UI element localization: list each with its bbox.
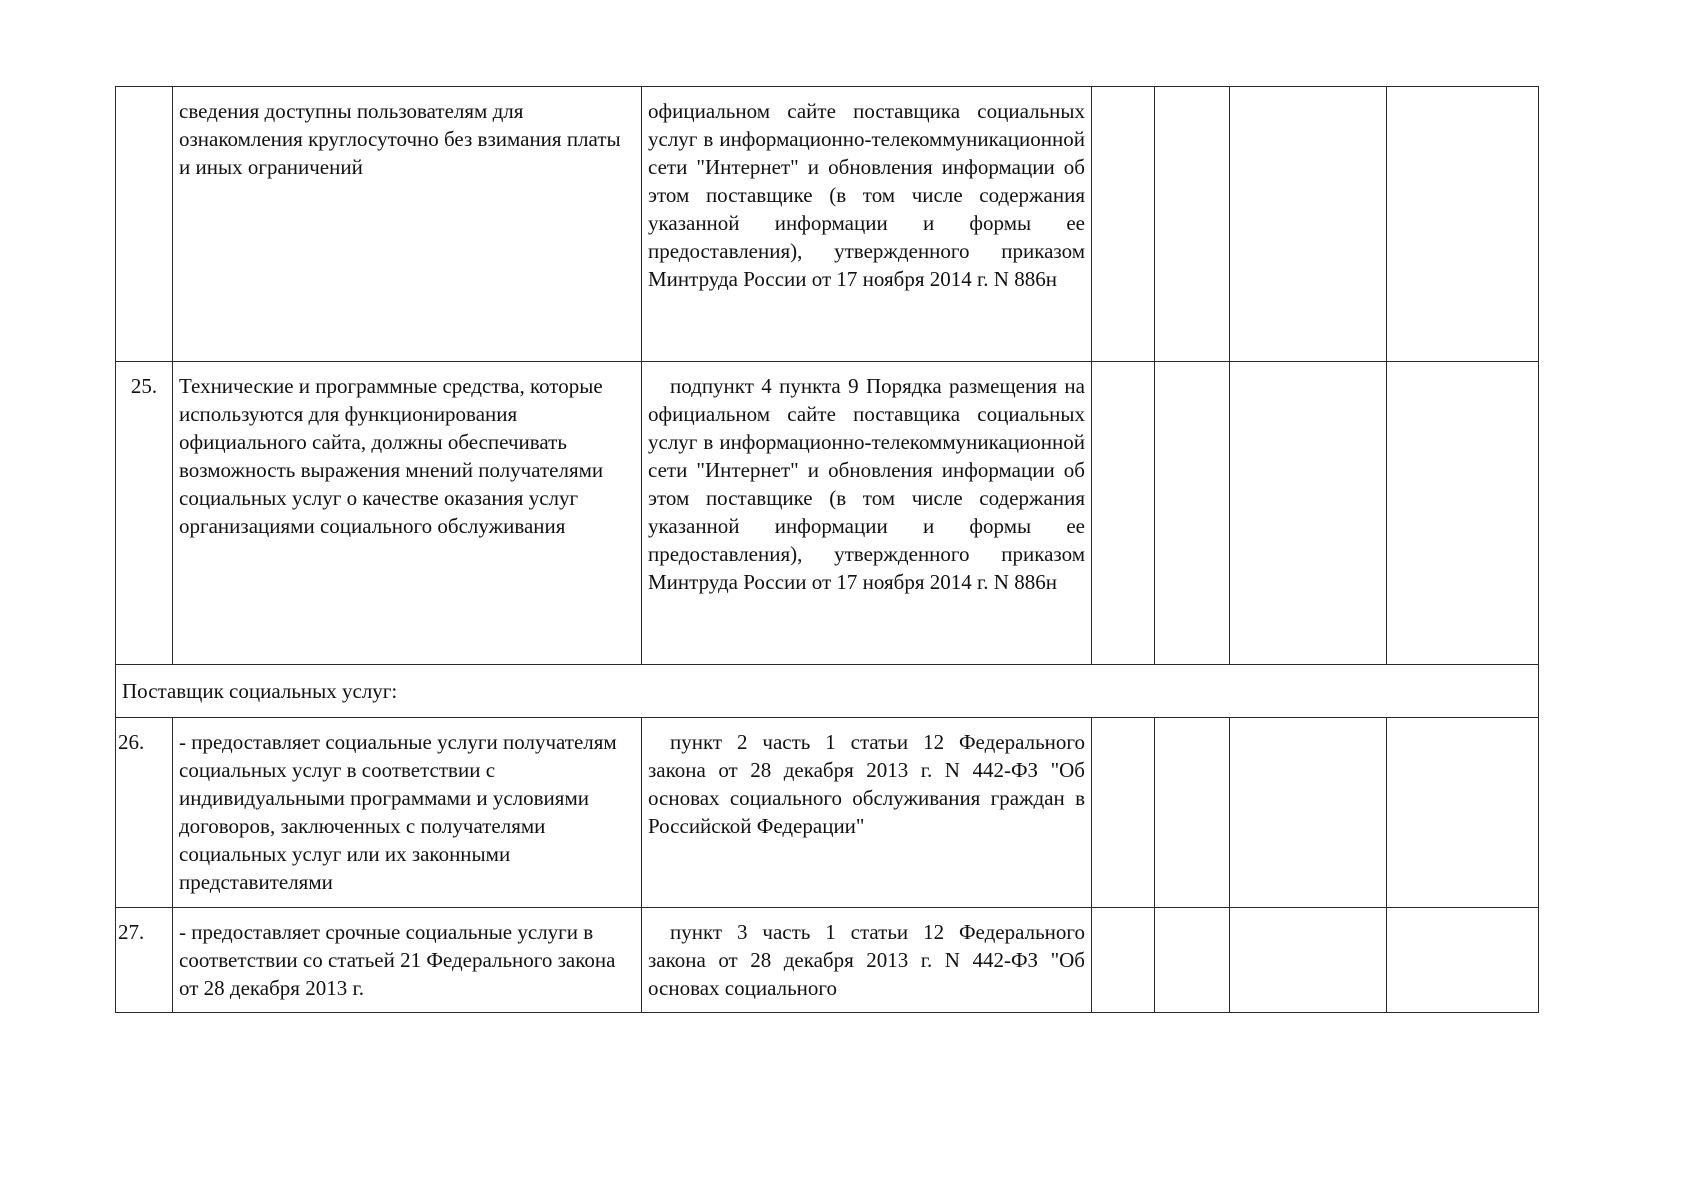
empty-cell xyxy=(1092,362,1155,665)
empty-cell xyxy=(1155,362,1230,665)
empty-cell xyxy=(1092,87,1155,362)
requirement-text: Технические и программные средства, которые используются для функционирования официального сайта, должны обеспечивать возможность выражения мнений получателями социальных услуг о качестве оказания услуг организациями социального обслуживания xyxy=(173,362,642,665)
table-row xyxy=(116,87,1539,362)
empty-cell xyxy=(1155,908,1230,1013)
empty-cell xyxy=(1230,87,1387,362)
legal-basis-text: официальном сайте поставщика социальных услуг в информационно-телекоммуникационной сети "Интернет" и обновления информации об этом поставщике (в том числе содержания указанной информации и формы ее предоставления), утвержденного приказом Минтруда России от 17 ноября 2014 г. N 886н xyxy=(642,87,1092,362)
empty-cell xyxy=(1230,362,1387,665)
section-header: Поставщик социальных услуг: xyxy=(116,665,1539,718)
row-number xyxy=(116,87,173,362)
empty-cell xyxy=(1155,718,1230,908)
table-row xyxy=(116,718,1539,908)
legal-basis-text: пункт 3 часть 1 статьи 12 Федерального закона от 28 декабря 2013 г. N 442-ФЗ "Об основах социального xyxy=(642,908,1092,1013)
empty-cell xyxy=(1387,908,1539,1013)
requirement-text: сведения доступны пользователям для ознакомления круглосуточно без взимания платы и иных ограничений xyxy=(173,87,642,362)
empty-cell xyxy=(1387,87,1539,362)
requirement-text: - предоставляет социальные услуги получателям социальных услуг в соответствии с индивидуальными программами и условиями договоров, заключенных с получателями социальных услуг или их законными представителями xyxy=(173,718,642,908)
empty-cell xyxy=(1387,362,1539,665)
requirements-table xyxy=(115,86,1539,1013)
requirement-text: - предоставляет срочные социальные услуги в соответствии со статьей 21 Федерального закона от 28 декабря 2013 г. xyxy=(173,908,642,1013)
empty-cell xyxy=(1092,718,1155,908)
table-row xyxy=(116,908,1539,1013)
legal-basis-text: пункт 2 часть 1 статьи 12 Федерального закона от 28 декабря 2013 г. N 442-ФЗ "Об основах социального обслуживания граждан в Российской Федерации" xyxy=(642,718,1092,908)
row-number: 25. xyxy=(116,362,173,665)
empty-cell xyxy=(1230,718,1387,908)
empty-cell xyxy=(1155,87,1230,362)
legal-basis-text: подпункт 4 пункта 9 Порядка размещения на официальном сайте поставщика социальных услуг в информационно-телекоммуникационной сети "Интернет" и обновления информации об этом поставщике (в том числе содержания указанной информации и формы ее предоставления), утвержденного приказом Минтруда России от 17 ноября 2014 г. N 886н xyxy=(642,362,1092,665)
table-row xyxy=(116,362,1539,665)
empty-cell xyxy=(1092,908,1155,1013)
row-number: 27. xyxy=(116,908,173,1013)
section-header-row xyxy=(116,665,1539,718)
row-number: 26. xyxy=(116,718,173,908)
empty-cell xyxy=(1387,718,1539,908)
empty-cell xyxy=(1230,908,1387,1013)
